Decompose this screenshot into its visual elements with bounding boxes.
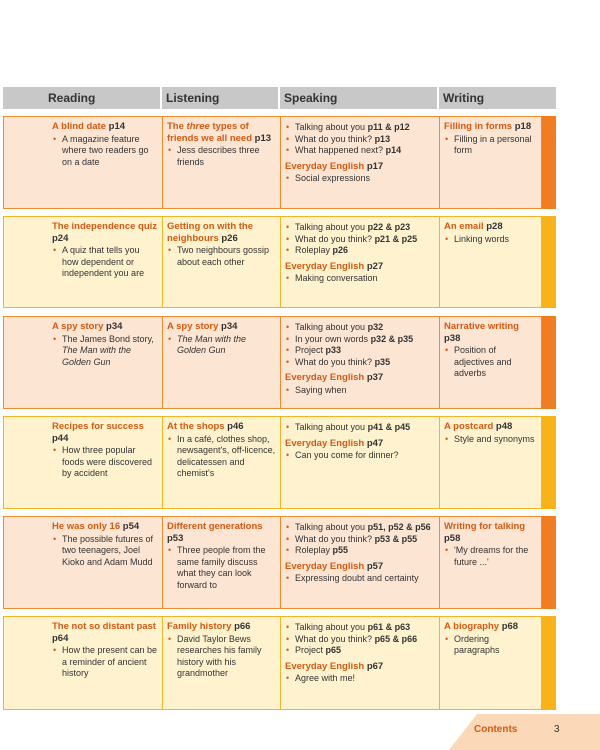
list-item: • David Taylor Bews researches his family history with his grandmother <box>167 634 276 680</box>
list-item: • Talking about you p41 & p45 <box>285 422 435 434</box>
list-item: • Project p65 <box>285 645 435 657</box>
list-item: • Linking words <box>444 234 537 246</box>
reading-cell <box>3 516 163 609</box>
speaking-cell <box>281 516 440 609</box>
speaking-cell <box>281 116 440 209</box>
list-item: • Talking about you p32 <box>285 322 435 334</box>
list-item: • Roleplay p26 <box>285 245 435 257</box>
writing-title: A postcard p48 <box>444 421 513 432</box>
listening-title: Different generations p53 <box>167 521 263 544</box>
everyday-english-title: Everyday English p27 <box>285 260 384 272</box>
everyday-english-title: Everyday English p57 <box>285 560 384 572</box>
list-item: • Ordering paragraphs <box>444 634 537 657</box>
list-item: • In your own words p32 & p35 <box>285 334 435 346</box>
list-item: • Social expressions <box>285 173 435 185</box>
everyday-english-title: Everyday English p17 <box>285 160 384 172</box>
writing-title: An email p28 <box>444 221 503 232</box>
reading-title: A spy story p34 <box>52 321 123 332</box>
list-item: • Filling in a personal form <box>444 134 537 157</box>
list-item: • In a café, clothes shop, newsagent's, off-licence, delicatessen and chemist's <box>167 434 276 480</box>
list-item: • Agree with me! <box>285 673 435 685</box>
footer-tab-shape <box>435 714 600 750</box>
writing-title: Narrative writing p38 <box>444 321 519 344</box>
listening-cell <box>163 516 281 609</box>
list-item: • The possible futures of two teenagers, Joel Kioko and Adam Mudd <box>52 534 158 569</box>
writing-title: A biography p68 <box>444 621 519 632</box>
list-item: • What do you think? p53 & p55 <box>285 534 435 546</box>
list-item: • What do you think? p35 <box>285 357 435 369</box>
list-item: • Roleplay p55 <box>285 545 435 557</box>
list-item: • Three people from the same family discuss what they can look forward to <box>167 545 276 591</box>
list-item: • Position of adjectives and adverbs <box>444 345 537 380</box>
list-item: • Talking about you p22 & p23 <box>285 222 435 234</box>
writing-title: Writing for talking p58 <box>444 521 526 544</box>
everyday-english-title: Everyday English p37 <box>285 372 384 383</box>
speaking-cell <box>281 616 440 710</box>
listening-cell <box>163 216 281 308</box>
unit-row-5 <box>3 516 556 609</box>
list-item: • Saying when <box>285 385 435 397</box>
reading-cell <box>3 416 163 509</box>
unit-color-stripe <box>542 616 556 710</box>
reading-title: The independence quiz p24 <box>52 221 158 244</box>
listening-title: A spy story p34 <box>167 321 238 332</box>
listening-cell <box>163 116 281 209</box>
list-item: • Can you come for dinner? <box>285 450 435 462</box>
list-item: • How three popular foods were discovered by accident <box>52 445 158 480</box>
unit-color-stripe <box>542 416 556 509</box>
list-item: • What do you think? p65 & p66 <box>285 634 435 646</box>
list-item: • Talking about you p51, p52 & p56 <box>285 522 435 534</box>
reading-cell <box>3 216 163 308</box>
writing-cell <box>440 116 542 209</box>
writing-cell <box>440 416 542 509</box>
page-number: 3 <box>554 724 560 735</box>
unit-row-2 <box>3 216 556 308</box>
unit-color-stripe <box>542 516 556 609</box>
listening-title: Getting on with the neighbours p26 <box>167 221 254 244</box>
unit-color-stripe <box>542 116 556 209</box>
list-item: • Talking about you p11 & p12 <box>285 122 435 134</box>
list-item: • Two neighbours gossip about each other <box>167 245 276 268</box>
header-reading: Reading <box>3 87 162 109</box>
unit-row-4 <box>3 416 556 509</box>
list-item: • The James Bond story, The Man with the Golden Gun <box>52 334 158 369</box>
listening-title: Family history p66 <box>167 621 251 632</box>
reading-title: He was only 16 p54 <box>52 521 140 532</box>
list-item: • Style and synonyms <box>444 434 537 446</box>
speaking-cell <box>281 216 440 308</box>
list-item: • What happened next? p14 <box>285 145 435 157</box>
list-item: • Making conversation <box>285 273 435 285</box>
writing-cell <box>440 316 542 409</box>
listening-cell <box>163 416 281 509</box>
listening-cell <box>163 616 281 710</box>
header-writing: Writing <box>439 87 556 109</box>
listening-title: At the shops p46 <box>167 421 244 432</box>
list-item: • Project p33 <box>285 345 435 357</box>
unit-row-6 <box>3 616 556 710</box>
everyday-english-title: Everyday English p47 <box>285 437 384 449</box>
list-item: • A magazine feature where two readers go on a date <box>52 134 158 169</box>
list-item: • What do you think? p13 <box>285 134 435 146</box>
list-item: • What do you think? p21 & p25 <box>285 234 435 246</box>
writing-cell <box>440 516 542 609</box>
listening-title: The three types of friends we all need p13 <box>167 121 272 144</box>
unit-color-stripe <box>542 316 556 409</box>
unit-row-1 <box>3 116 556 209</box>
reading-title: A blind date p14 <box>52 121 126 132</box>
list-item: • Expressing doubt and certainty <box>285 573 435 585</box>
list-item: • Talking about you p61 & p63 <box>285 622 435 634</box>
writing-cell <box>440 616 542 710</box>
list-item: • Jess describes three friends <box>167 145 276 168</box>
speaking-cell <box>281 416 440 509</box>
header-speaking: Speaking <box>280 87 439 109</box>
reading-title: The not so distant past p64 <box>52 621 156 644</box>
list-item: • 'My dreams for the future ...' <box>444 545 537 568</box>
writing-title: Filling in forms p18 <box>444 121 532 132</box>
listening-cell <box>163 316 281 409</box>
unit-row-3 <box>3 316 556 409</box>
reading-cell <box>3 116 163 209</box>
reading-title: Recipes for success p44 <box>52 421 144 444</box>
table-header <box>3 87 556 109</box>
list-item: • A quiz that tells you how dependent or independent you are <box>52 245 158 280</box>
footer-contents-label: Contents <box>474 724 518 735</box>
list-item: • How the present can be a reminder of ancient history <box>52 645 158 680</box>
reading-cell <box>3 316 163 409</box>
speaking-cell <box>281 316 440 409</box>
writing-cell <box>440 216 542 308</box>
unit-color-stripe <box>542 216 556 308</box>
list-item: • The Man with the Golden Gun <box>167 334 276 357</box>
header-listening: Listening <box>162 87 280 109</box>
reading-cell <box>3 616 163 710</box>
everyday-english-title: Everyday English p67 <box>285 660 384 672</box>
